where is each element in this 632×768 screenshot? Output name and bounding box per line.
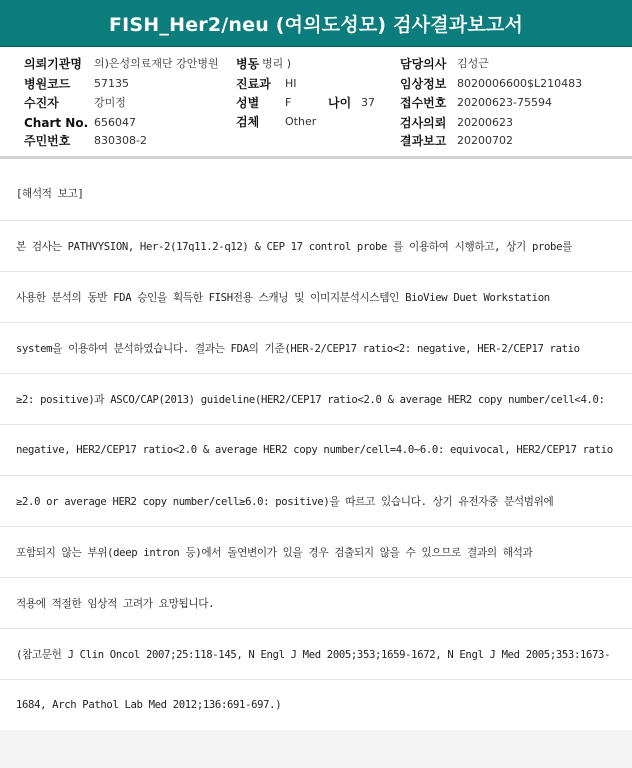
hospital-code-value: 57135 [94, 77, 129, 90]
recipient-value: 강미정 [94, 96, 126, 109]
ward-label: 병동 [236, 57, 260, 71]
age-value: 37 [361, 96, 375, 109]
report-line: ≥2: positive)과 ASCO/CAP(2013) guideline(HER2/CEP17 ratio<2.0 & average HER2 copy number/cell<4.0: [0, 374, 632, 425]
ward-value: 병리 ) [262, 57, 292, 70]
interpretive-report [0, 166, 632, 731]
report-line: 적용에 적절한 임상적 고려가 요망됩니다. [0, 578, 632, 629]
request-date-value: 20200623 [457, 116, 513, 129]
age-label: 나이 [328, 96, 352, 110]
footer-area [0, 730, 632, 768]
report-title: FISH_Her2/neu (여의도성모) 검사결과보고서 [0, 0, 632, 47]
receipt-no-value: 20200623-75594 [457, 96, 552, 109]
department-label: 진료과 [236, 77, 271, 91]
ordering-org-value: 의)은성의료재단 강안병원 [94, 57, 219, 70]
report-date-value: 20200702 [457, 134, 513, 147]
hospital-code-label: 병원코드 [24, 77, 71, 91]
resident-no-value: 830308-2 [94, 134, 147, 147]
chart-no-label: Chart No. [24, 116, 89, 130]
receipt-no-label: 접수번호 [400, 96, 447, 110]
reference-line: 1684, Arch Pathol Lab Med 2012;136:691-697.) [0, 680, 632, 731]
report-line: system을 이용하여 분석하였습니다. 결과는 FDA의 기준(HER-2/CEP17 ratio<2: negative, HER-2/CEP17 ratio [0, 323, 632, 374]
clinical-info-label: 임상정보 [400, 77, 447, 91]
report-heading: [해석적 보고] [0, 166, 632, 221]
recipient-label: 수진자 [24, 96, 59, 110]
specimen-value: Other [285, 115, 317, 128]
report-line: 사용한 분석의 동반 FDA 승인을 획득한 FISH전용 스캐닝 및 이미지분석시스템인 BioView Duet Workstation [0, 272, 632, 323]
report-line: ≥2.0 or average HER2 copy number/cell≥6.0: positive)을 따르고 있습니다. 상기 유전자중 분석범위에 [0, 476, 632, 527]
request-date-label: 검사의뢰 [400, 116, 447, 130]
department-value: HI [285, 77, 297, 90]
specimen-label: 검체 [236, 115, 260, 129]
report-date-label: 결과보고 [400, 134, 447, 148]
sex-label: 성별 [236, 96, 260, 110]
ordering-org-label: 의뢰기관명 [24, 57, 82, 71]
reference-line: (참고문헌 J Clin Oncol 2007;25:118-145, N Engl J Med 2005;353;1659-1672, N Engl J Med 2005;353:1673- [0, 629, 632, 680]
patient-info-panel [0, 48, 632, 160]
clinical-info-value: 8020006600$L210483 [457, 77, 583, 90]
header-divider [0, 156, 632, 159]
doctor-label: 담당의사 [400, 57, 447, 71]
doctor-value: 김성근 [457, 57, 489, 70]
resident-no-label: 주민번호 [24, 134, 71, 148]
report-line: 포함되지 않는 부위(deep intron 등)에서 돌연변이가 있을 경우 검출되지 않을 수 있으므로 결과의 해석과 [0, 527, 632, 578]
chart-no-value: 656047 [94, 116, 136, 129]
report-line: 본 검사는 PATHVYSION, Her-2(17q11.2-q12) & CEP 17 control probe 를 이용하여 시행하고, 상기 probe를 [0, 221, 632, 272]
report-line: negative, HER2/CEP17 ratio<2.0 & average HER2 copy number/cell=4.0~6.0: equivocal, HER2/CEP17 ratio [0, 425, 632, 476]
sex-value: F [285, 96, 292, 109]
